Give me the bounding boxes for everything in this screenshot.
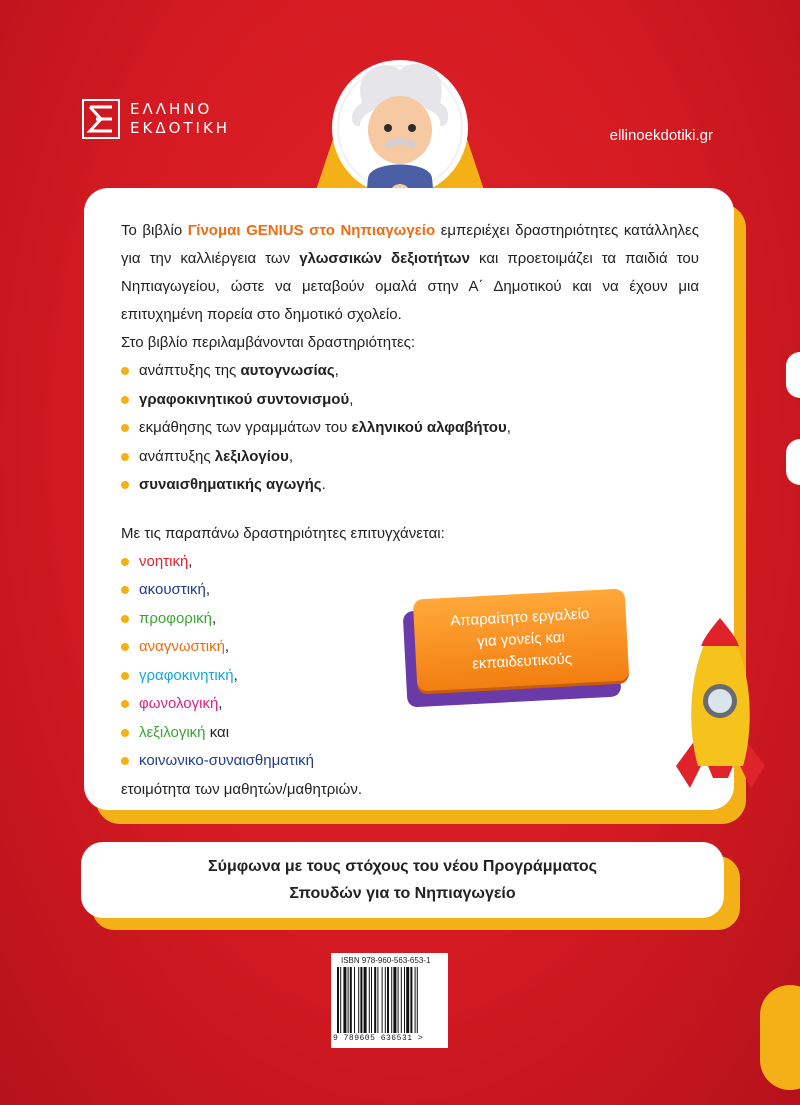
- publisher-logo-icon: [82, 99, 120, 139]
- list-item: ακουστική,: [121, 576, 699, 605]
- badge-face: [413, 589, 630, 692]
- list-item: λεξιλογική και: [121, 719, 699, 748]
- list-item: αναγνωστική,: [121, 633, 699, 662]
- banner-line: Σπουδών για το Νηπιαγωγείο: [289, 885, 516, 902]
- list-item: γραφοκινητική,: [121, 662, 699, 691]
- list-item: προφορική,: [121, 605, 699, 634]
- barcode-icon: [337, 967, 442, 1033]
- curriculum-banner: [81, 842, 724, 918]
- activities-list: [121, 357, 699, 500]
- intro-paragraph: Το βιβλίο Γίνομαι GENIUS στο Νηπιαγωγείο εμπεριέχει δραστηριότητες κατάλληλες για την καλλιέργεια των γλωσσικών δεξιοτήτων και προετοιμάζει τα παιδιά του Νηπιαγωγείου, ώστε να μεταβούν ομαλά στην Α΄ Δημοτικού και να έχουν μια επιτυχημένη πορεία στο δημοτικό σχολείο.: [121, 222, 699, 323]
- edge-tab: [786, 352, 800, 398]
- list-item: κοινωνικο-συναισθηματική: [121, 747, 699, 776]
- badge-line: Απαραίτητο εργαλείο: [449, 605, 590, 630]
- list-item: νοητική,: [121, 548, 699, 577]
- isbn-barcode: [331, 953, 448, 1048]
- list-item: φωνολογική,: [121, 690, 699, 719]
- activities-heading: Στο βιβλίο περιλαμβάνονται δραστηριότητες:: [121, 334, 416, 351]
- badge-line: για γονείς και: [476, 628, 566, 651]
- readiness-closing: ετοιμότητα των μαθητών/μαθητριών.: [121, 780, 363, 798]
- publisher-logo: [82, 99, 230, 139]
- edge-tab: [786, 439, 800, 485]
- banner-line: Σύμφωνα με τους στόχους του νέου Προγράμματος: [208, 858, 597, 875]
- isbn-label: ISBN 978-960-563-653-1: [341, 956, 431, 965]
- list-item: ανάπτυξης της αυτογνωσίας,: [121, 357, 699, 386]
- edge-tab: [760, 985, 800, 1090]
- badge-line: εκπαιδευτικούς: [471, 650, 573, 673]
- ean-number: 9 789605 636531 >: [333, 1034, 424, 1043]
- tool-badge: [405, 592, 627, 704]
- book-title: Γίνομαι GENIUS στο Νηπιαγωγείο: [187, 222, 436, 239]
- list-item: εκμάθησης των γραμμάτων του ελληνικού αλφαβήτου,: [121, 414, 699, 443]
- rocket-icon: [668, 616, 773, 791]
- publisher-name-line2: ΕΚΔΟΤΙΚΗ: [130, 119, 231, 137]
- list-item: ανάπτυξης λεξιλογίου,: [121, 443, 699, 472]
- publisher-website[interactable]: ellinoekdotiki.gr: [609, 127, 713, 144]
- list-item: συναισθηματικής αγωγής.: [121, 471, 699, 500]
- card-content: [121, 217, 699, 804]
- readiness-heading: Με τις παραπάνω δραστηριότητες επιτυγχάνεται:: [121, 524, 445, 542]
- list-item: γραφοκινητικού συντονισμού,: [121, 386, 699, 415]
- publisher-name-line1: ΕΛΛΗΝΟ: [130, 100, 213, 118]
